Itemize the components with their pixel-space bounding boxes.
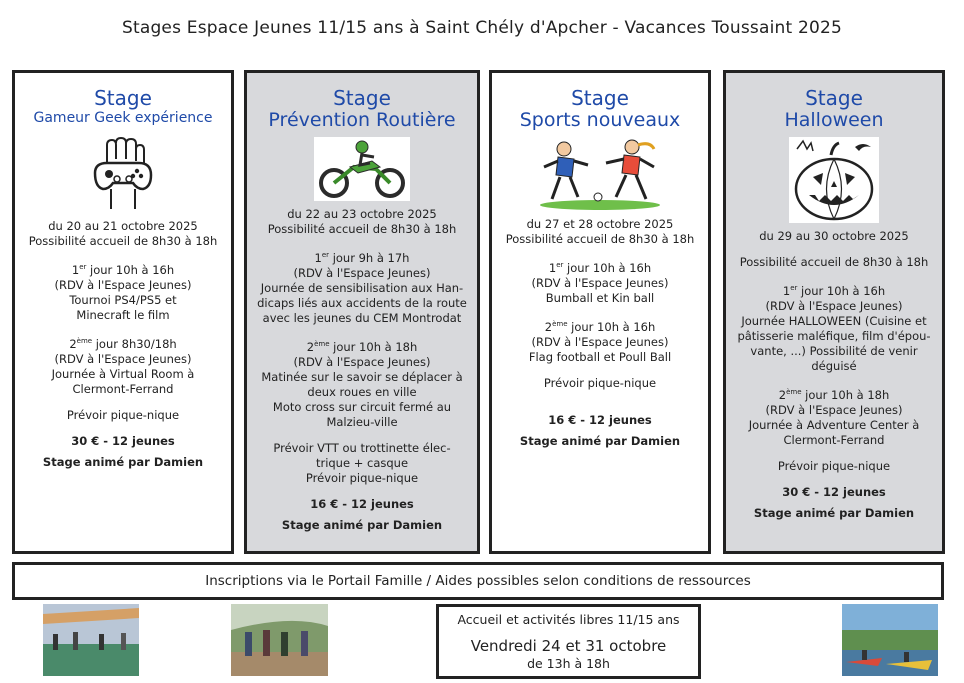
outdoor-group-photo	[231, 604, 328, 676]
day1-line: (RDV à l'Espace Jeunes)	[293, 265, 431, 280]
day2-line: deux roues en ville	[307, 384, 417, 399]
day1-line: Minecraft le film	[76, 307, 170, 322]
day2-heading: 2ème jour 10h à 16h	[544, 319, 656, 334]
activites-libres-box	[436, 604, 701, 679]
page-title: Stages Espace Jeunes 11/15 ans à Saint Chély d'Apcher - Vacances Toussaint 2025	[121, 18, 843, 38]
day1-line: Bumball et Kin ball	[545, 290, 655, 305]
stage-price: 30 € - 12 jeunes	[71, 433, 175, 448]
stage-card-prevention-routiere	[244, 70, 480, 554]
gymnasium-photo	[43, 604, 139, 676]
stage-note: trique + casque	[315, 455, 409, 470]
day2-heading: 2ème jour 10h à 18h	[778, 387, 890, 402]
stage-note: Prévoir pique-nique	[305, 470, 419, 485]
day1-heading: 1er jour 10h à 16h	[548, 260, 652, 275]
day2-line: (RDV à l'Espace Jeunes)	[765, 402, 903, 417]
day2-line: Clermont-Ferrand	[783, 432, 885, 447]
day1-line: Tournoi PS4/PS5 et	[69, 292, 177, 307]
stage-price: 16 € - 12 jeunes	[310, 496, 414, 511]
stage-accueil: Possibilité accueil de 8h30 à 18h	[267, 222, 457, 236]
day2-line: Clermont-Ferrand	[72, 381, 174, 396]
stage-price: 16 € - 12 jeunes	[548, 412, 652, 427]
day1-line: (RDV à l'Espace Jeunes)	[765, 298, 903, 313]
libres-hours: de 13h à 18h	[527, 656, 610, 671]
day2-heading: 2ème jour 8h30/18h	[69, 336, 177, 351]
stage-label: Stage	[333, 86, 391, 110]
halloween-pumpkin-icon	[789, 137, 879, 223]
day2-line: (RDV à l'Espace Jeunes)	[54, 351, 192, 366]
stage-dates: du 20 au 21 octobre 2025	[48, 219, 198, 233]
day2-line: (RDV à l'Espace Jeunes)	[293, 354, 431, 369]
stage-animator: Stage animé par Damien	[753, 505, 915, 520]
stage-accueil: Possibilité accueil de 8h30 à 18h	[28, 234, 218, 248]
stage-animator: Stage animé par Damien	[519, 433, 681, 448]
stage-note: Prévoir pique-nique	[66, 407, 180, 422]
stage-label: Stage	[94, 86, 152, 110]
stage-note: Prévoir pique-nique	[777, 458, 891, 473]
day2-line: Malzieu-ville	[326, 414, 398, 429]
day1-line: Journée de sensibilisation aux Han-	[260, 280, 464, 295]
stage-note: Prévoir pique-nique	[543, 375, 657, 390]
stage-animator: Stage animé par Damien	[42, 454, 204, 469]
stage-card-sports-nouveaux	[489, 70, 711, 554]
motocross-rider-icon	[314, 137, 410, 201]
stage-dates: du 22 au 23 octobre 2025	[287, 207, 437, 221]
day2-line: Journée à Adventure Center à	[748, 417, 920, 432]
day1-line: (RDV à l'Espace Jeunes)	[54, 277, 192, 292]
stage-animator: Stage animé par Damien	[281, 517, 443, 532]
day1-line: (RDV à l'Espace Jeunes)	[531, 275, 669, 290]
libres-dates: Vendredi 24 et 31 octobre	[470, 637, 667, 655]
stage-price: 30 € - 12 jeunes	[782, 484, 886, 499]
libres-title: Accueil et activités libres 11/15 ans	[457, 612, 680, 627]
day2-heading: 2ème jour 10h à 18h	[306, 339, 418, 354]
inscriptions-banner: Inscriptions via le Portail Famille / Aides possibles selon conditions de ressources	[12, 562, 944, 600]
day1-line: vante, ...) Possibilité de venir	[750, 343, 918, 358]
stage-name: Prévention Routière	[268, 109, 456, 131]
day1-heading: 1er jour 10h à 16h	[782, 283, 886, 298]
day2-line: (RDV à l'Espace Jeunes)	[531, 334, 669, 349]
stage-label: Stage	[571, 86, 629, 110]
gamer-controller-hand-icon	[85, 133, 161, 213]
stage-card-gameur-geek	[12, 70, 234, 554]
day1-heading: 1er jour 9h à 17h	[314, 250, 410, 265]
stage-dates: du 29 au 30 octobre 2025	[759, 229, 909, 243]
day1-line: avec les jeunes du CEM Montrodat	[262, 310, 462, 325]
stage-accueil: Possibilité accueil de 8h30 à 18h	[505, 232, 695, 246]
day1-line: dicaps liés aux accidents de la route	[257, 295, 467, 310]
stage-dates: du 27 et 28 octobre 2025	[526, 217, 674, 231]
day2-line: Moto cross sur circuit fermé au	[272, 399, 452, 414]
day2-line: Journée à Virtual Room à	[51, 366, 195, 381]
stage-note: Prévoir VTT ou trottinette élec-	[273, 440, 451, 455]
stage-name: Halloween	[784, 109, 884, 131]
day2-line: Flag football et Poull Ball	[528, 349, 672, 364]
sports-players-icon	[534, 137, 666, 211]
stage-card-halloween	[723, 70, 945, 554]
stage-accueil: Possibilité accueil de 8h30 à 18h	[739, 255, 929, 269]
day1-line: pâtisserie maléfique, film d'épou-	[737, 328, 931, 343]
day2-line: Matinée sur le savoir se déplacer à	[261, 369, 463, 384]
day1-line: déguisé	[811, 358, 857, 373]
kayak-group-photo	[842, 604, 938, 676]
day1-line: Journée HALLOWEEN (Cuisine et	[741, 313, 927, 328]
stage-name: Gameur Geek expérience	[33, 110, 213, 126]
stage-label: Stage	[805, 86, 863, 110]
stage-name: Sports nouveaux	[519, 109, 681, 131]
day1-heading: 1er jour 10h à 16h	[71, 262, 175, 277]
